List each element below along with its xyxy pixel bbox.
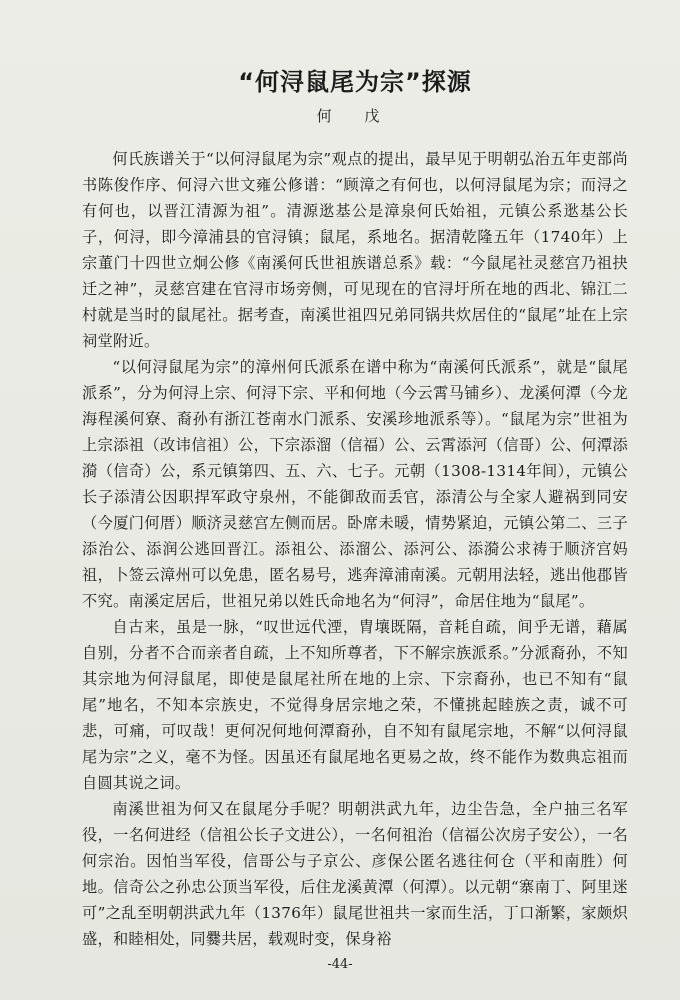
page-number: -44- (327, 957, 353, 972)
author-name: 何 戊 (316, 107, 394, 125)
paragraph: 南溪世祖为何又在鼠尾分手呢？明朝洪武九年，边尘告急，全户抽三名军役，一名何进经（信祖公长子文进公），一名何祖治（信福公次房子安公），一名何宗治。因怕当军役，信哥公与子京公、彦保公匿名逃往何仓（平和南胜）何地。信奇公之孙忠公顶当军役，后住龙溪黄潭（何潭）。以元朝“寨南丁、阿里迷可”之乱至明朝洪武九年（1376年）鼠尾世祖共一家而生活，丁口渐繁，家颇炽盛，和睦相处，同爨共居，载观时变，保身裕 (82, 800, 628, 948)
paragraph: “以何浔鼠尾为宗”的漳州何氏派系在谱中称为“南溪何氏派系”，就是“鼠尾派系”，分为何浔上宗、何浔下宗、平和何地（今云霄马铺乡）、龙溪何潭（今龙海程溪何寮、裔孙有浙江苍南水门派系、安溪珍地派系等）。“鼠尾为宗”世祖为上宗添祖（改讳信祖）公，下宗添溜（信福）公、云霄添河（信哥）公、何潭添漪（信奇）公，系元镇第四、五、六、七子。元朝（1308-1314年间），元镇公长子添清公因职捍军政守泉州，不能御敌而丢官，添清公与全家人避祸到同安（今厦门何厝）顺济灵慈宫左侧而居。卧席未暖，情势紧迫，元镇公第二、三子添治公、添润公逃回晋江。添祖公、添溜公、添河公、添漪公求祷于顺济宫妈祖，卜签云漳州可以免患，匿名易号，逃奔漳浦南溪。元朝用法轻，逃出他郡皆不究。南溪定居后，世祖兄弟以姓氏命地名为“何浔”，命居住地为“鼠尾”。 (82, 358, 628, 610)
document-title: “何浔鼠尾为宗”探源 (238, 68, 472, 96)
paragraph: 自古来，虽是一脉，“叹世远代湮，胄壤既隔，音耗自疏，间乎无谱，藉属自别，分者不合而亲者自疏，上不知所尊者，下不解宗族派系。”分派裔孙，不知其宗地为何浔鼠尾，即使是鼠尾社所在地的上宗、下宗裔孙，也已不知有“鼠尾”地名，不知本宗族史，不觉得身居宗地之荣，不懂挑起睦族之责，诚不可悲，可痛，可叹哉！更何况何地何潭裔孙，自不知有鼠尾宗地，不解“以何浔鼠尾为宗”之义，毫不为怪。因虽还有鼠尾地名更易之故，终不能作为数典忘祖而自圆其说之词。 (82, 618, 628, 792)
document-body (82, 146, 628, 952)
paragraph: 何氏族谱关于“以何浔鼠尾为宗”观点的提出，最早见于明朝弘治五年吏部尚书陈俊作序、何浔六世文雍公修谱：“顾漳之有何也，以何浔鼠尾为宗；而浔之有何也，以晋江清源为祖”。清源逖基公是漳泉何氏始祖，元镇公系逖基公长子，何浔，即今漳浦县的官浔镇；鼠尾，系地名。据清乾隆五年（1740年）上宗董门十四世立炯公修《南溪何氏世祖族谱总系》载：“今鼠尾社灵慈宫乃祖抉迁之神”，灵慈宫建在官浔市场旁侧，可见现在的官浔圩所在地的西北、锦江二村就是当时的鼠尾社。据考查，南溪世祖四兄弟同锅共炊居住的“鼠尾”址在上宗祠堂附近。 (82, 150, 628, 350)
